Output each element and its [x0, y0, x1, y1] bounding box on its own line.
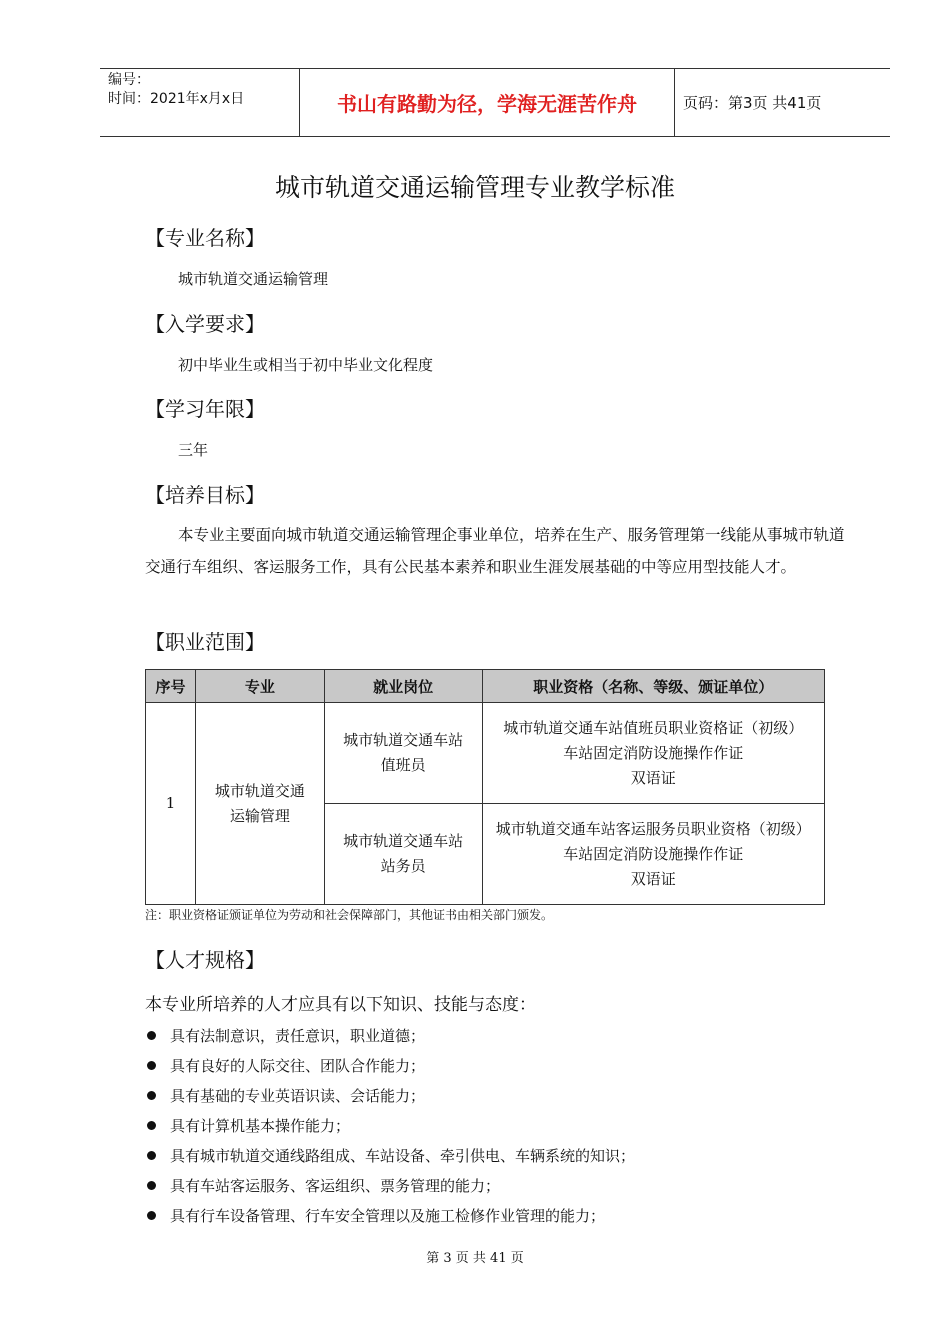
cell-post: 城市轨道交通车站值班员: [324, 703, 482, 804]
document-title: 城市轨道交通运输管理专业教学标准: [274, 173, 675, 202]
cell-qualifications: [482, 804, 824, 905]
document-number-label: 编号：: [108, 72, 150, 88]
bullet-icon: [147, 1181, 156, 1190]
list-item-text: 具有行车设备管理、行车安全管理以及施工检修作业管理的能力；: [170, 1206, 606, 1225]
list-item: [145, 1110, 635, 1140]
talent-intro: 本专业所培养的人才应具有以下知识、技能与态度：: [145, 995, 536, 1015]
header-cell-post: 就业岗位: [324, 670, 482, 703]
admission-text: 初中毕业生或相当于初中毕业文化程度: [178, 356, 434, 374]
cell-post: 城市轨道交通车站站务员: [324, 804, 482, 905]
table-header-row: [146, 670, 825, 703]
list-item-text: 具有车站客运服务、客运组织、票务管理的能力；: [170, 1176, 501, 1195]
table-row: [146, 703, 825, 804]
section-heading-duration: 【学习年限】: [145, 397, 265, 421]
cell-qualifications: [482, 703, 824, 804]
header-cell-seq: 序号: [146, 670, 196, 703]
section-heading-major-name: 【专业名称】: [145, 226, 265, 250]
duration-text: 三年: [178, 441, 209, 459]
table-note: 注：职业资格证颁证单位为劳动和社会保障部门，其他证书由相关部门颁发。: [145, 908, 554, 922]
section-heading-objective: 【培养目标】: [145, 483, 265, 507]
cell-seq: 1: [146, 703, 196, 905]
page-header: [100, 68, 890, 137]
qualification-item: 城市轨道交通车站客运服务员职业资格（初级）: [495, 819, 811, 838]
header-cell-qualification: 职业资格（名称、等级、颁证单位）: [482, 670, 824, 703]
list-item: [145, 1140, 635, 1170]
bullet-icon: [147, 1031, 156, 1040]
bullet-icon: [147, 1091, 156, 1100]
list-item: [145, 1020, 635, 1050]
section-heading-admission: 【入学要求】: [145, 312, 265, 336]
list-item-text: 具有城市轨道交通线路组成、车站设备、牵引供电、车辆系统的知识；: [170, 1146, 636, 1165]
qualification-item: 双语证: [630, 768, 676, 787]
list-item-text: 具有良好的人际交往、团队合作能力；: [170, 1056, 426, 1075]
qualification-item: 双语证: [630, 869, 676, 888]
bullet-icon: [147, 1151, 156, 1160]
header-meta: [100, 69, 300, 136]
header-cell-major: 专业: [195, 670, 324, 703]
section-heading-career: 【职业范围】: [145, 630, 265, 654]
major-name-text: 城市轨道交通运输管理: [178, 270, 329, 288]
qualification-item: 车站固定消防设施操作作证: [563, 844, 744, 863]
list-item: [145, 1050, 635, 1080]
list-item: [145, 1170, 635, 1200]
talent-bullet-list: [145, 1020, 635, 1230]
bullet-icon: [147, 1211, 156, 1220]
list-item: [145, 1080, 635, 1110]
qualification-item: 车站固定消防设施操作作证: [563, 743, 744, 762]
list-item: [145, 1200, 635, 1230]
list-item-text: 具有基础的专业英语识读、会话能力；: [170, 1086, 426, 1105]
bullet-icon: [147, 1061, 156, 1070]
header-motto: 书山有路勤为径，学海无涯苦作舟: [300, 69, 675, 136]
document-time-label: 时间：2021年x月x日: [108, 91, 245, 107]
objective-paragraph: 本专业主要面向城市轨道交通运输管理企事业单位，培养在生产、服务管理第一线能从事城市轨道交通行车组织、客运服务工作，具有公民基本素养和职业生涯发展基础的中等应用型技能人才。: [145, 526, 845, 576]
page-footer: 第 3 页 共 41 页: [426, 1251, 524, 1266]
qualification-item: 城市轨道交通车站值班员职业资格证（初级）: [503, 718, 804, 737]
header-page-label: 页码：第3页 共41页: [683, 94, 822, 112]
list-item-text: 具有计算机基本操作能力；: [170, 1116, 351, 1135]
section-heading-talent: 【人才规格】: [145, 948, 265, 972]
bullet-icon: [147, 1121, 156, 1130]
career-table: [145, 669, 825, 905]
cell-major: 城市轨道交通运输管理: [195, 703, 324, 905]
list-item-text: 具有法制意识，责任意识，职业道德；: [170, 1026, 426, 1045]
